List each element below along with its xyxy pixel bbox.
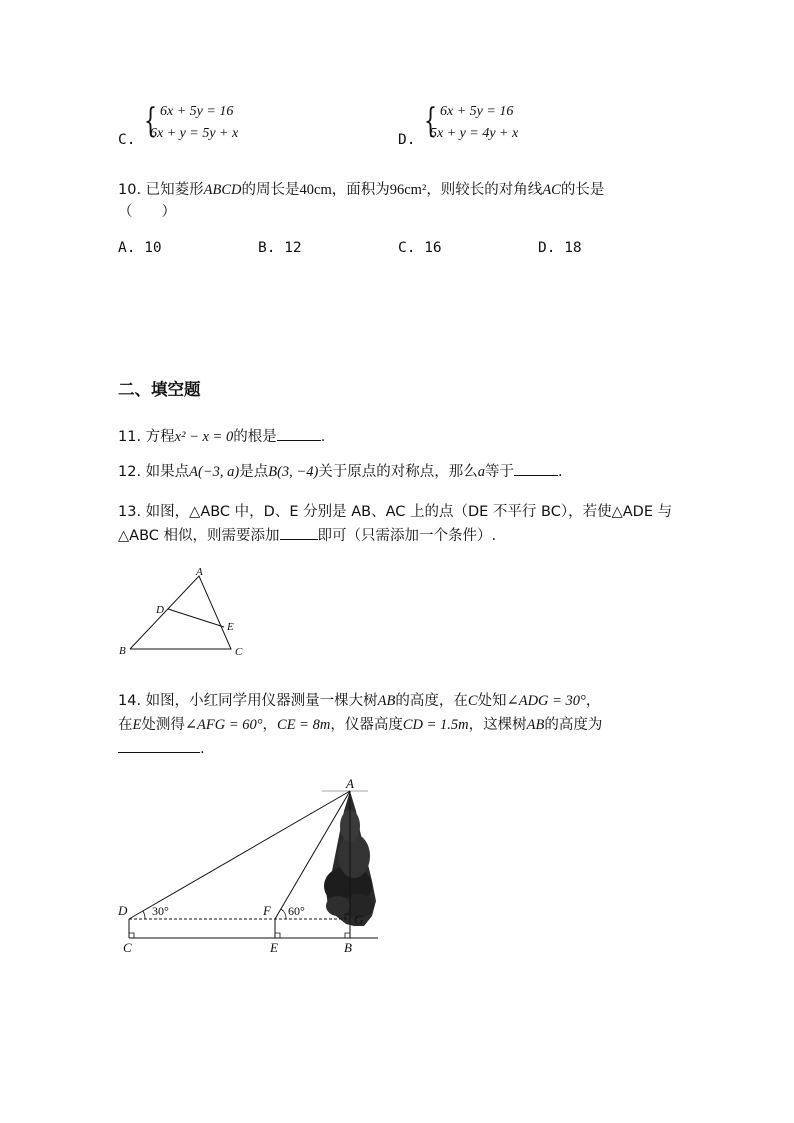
q12-point-b: B(3, −4) [268, 464, 319, 480]
q12-var: a [477, 464, 486, 480]
angle-arc-30 [143, 911, 145, 919]
q14-text: 在 [118, 717, 133, 733]
label-c: C [235, 646, 243, 658]
section-title: 二、填空题 [118, 380, 201, 399]
q10-text: ，面积为 [331, 182, 390, 198]
q14-e: E [132, 717, 142, 733]
left-brace-icon: { [144, 101, 157, 141]
q14-text: ， [585, 693, 601, 709]
q10-number: 10. [118, 182, 142, 198]
q13-text: △ABC 相似，则需要添加 [118, 528, 280, 544]
q13-text: 即可（只需添加一个条件）. [317, 528, 497, 544]
angle-arc-60 [281, 909, 286, 919]
q11-text: 的根是 [233, 429, 277, 445]
q9-option-d-letter: D. [398, 132, 416, 148]
q10-option-a: A. 10 [118, 240, 162, 256]
answer-blank[interactable] [514, 461, 558, 476]
answer-blank[interactable] [280, 525, 318, 540]
label-e: E [270, 940, 278, 955]
q9-option-c-eq2: 6x + y = 5y + x [150, 126, 239, 141]
q14-text: 处知 [477, 693, 507, 709]
label-d: D [118, 903, 128, 918]
q9-option-d-eq2: 5x + y = 4y + x [430, 126, 519, 141]
q14-cd: CD = 1.5m [402, 717, 469, 733]
q14-text: ，仪器高度 [330, 717, 403, 733]
label-b: B [119, 645, 126, 657]
q9-option-d-eq1: 6x + 5y = 16 [440, 104, 514, 119]
q14-line2 [118, 713, 602, 734]
q13-line2 [118, 524, 496, 545]
sight-line-da [129, 791, 350, 919]
q14-end: . [200, 741, 205, 757]
q14-text: 处测得 [141, 717, 185, 733]
q13-line1: 13. 如图，△ABC 中，D、E 分别是 AB、AC 上的点（DE 不平行 BC），若使△ADE 与 [118, 504, 673, 520]
q14-text: 14. 如图，小红同学用仪器测量一棵大树 [118, 693, 378, 709]
q12-stem [118, 460, 563, 481]
label-c: C [123, 940, 132, 955]
q14-text: ，这棵树 [468, 717, 527, 733]
q12-text: 等于 [485, 464, 515, 480]
left-brace-icon: { [424, 101, 437, 141]
q10-text: ，则较长的对角线 [426, 182, 543, 198]
q11-number: 11. [118, 429, 142, 445]
q10-text: 已知菱形 [145, 182, 204, 198]
label-g: G [354, 912, 364, 927]
q10-text: 的周长是 [241, 182, 300, 198]
q10-option-c: C. 16 [398, 240, 442, 256]
q10-shape: ABCD [203, 182, 242, 198]
label-e: E [227, 621, 234, 633]
q10-option-d: D. 18 [538, 240, 582, 256]
q12-text: 关于原点的对称点，那么 [318, 464, 478, 480]
segment-de [168, 609, 224, 627]
q10-stem [118, 178, 604, 199]
angle-label-60: 60° [288, 904, 305, 918]
q9-option-d [398, 100, 598, 150]
answer-blank[interactable] [118, 738, 200, 753]
q12-end: . [558, 464, 563, 480]
label-d: D [156, 604, 164, 616]
right-angle-mark [345, 933, 350, 938]
q12-point-a: A(−3, a) [189, 464, 240, 480]
q12-text: 是点 [239, 464, 269, 480]
q11-equation: x² − x = 0 [174, 429, 234, 445]
q10-perimeter: 40cm [299, 182, 332, 198]
q9-option-c-letter: C. [118, 132, 136, 148]
label-a: A [196, 566, 203, 578]
q11-text: 方程 [145, 429, 175, 445]
q10-option-b: B. 12 [258, 240, 302, 256]
q14-ab: AB [526, 717, 545, 733]
q14-tree-figure [110, 776, 400, 961]
q14-ce: CE = 8m [277, 717, 331, 733]
q14-text: 的高度为 [544, 717, 603, 733]
q14-text: ， [262, 717, 278, 733]
q11-stem [118, 425, 325, 446]
answer-blank[interactable] [277, 426, 321, 441]
q14-line3 [118, 738, 205, 757]
q14-text: 的高度，在 [395, 693, 468, 709]
q12-text: 如果点 [145, 464, 190, 480]
label-b: B [344, 940, 352, 955]
q14-line1 [118, 689, 600, 710]
q10-area: 96cm² [389, 182, 427, 198]
q14-ab: AB [377, 693, 396, 709]
q14-angle-adg: ∠ADG = 30° [506, 693, 586, 709]
angle-label-30: 30° [152, 904, 169, 918]
q10-text: 的长是 [560, 182, 605, 198]
label-a: A [346, 776, 354, 791]
label-f: F [263, 903, 271, 918]
q13-triangle-figure [110, 562, 260, 662]
q9-option-c [118, 100, 318, 150]
q14-angle-afg: ∠AFG = 60° [184, 717, 263, 733]
q11-end: . [320, 429, 326, 445]
q10-answer-paren: （ ） [118, 204, 176, 220]
right-angle-mark [129, 933, 134, 938]
q9-option-c-eq1: 6x + 5y = 16 [160, 104, 234, 119]
right-angle-mark [275, 933, 280, 938]
q10-diagonal: AC [542, 182, 561, 198]
q14-c: C [467, 693, 478, 709]
q12-number: 12. [118, 464, 142, 480]
